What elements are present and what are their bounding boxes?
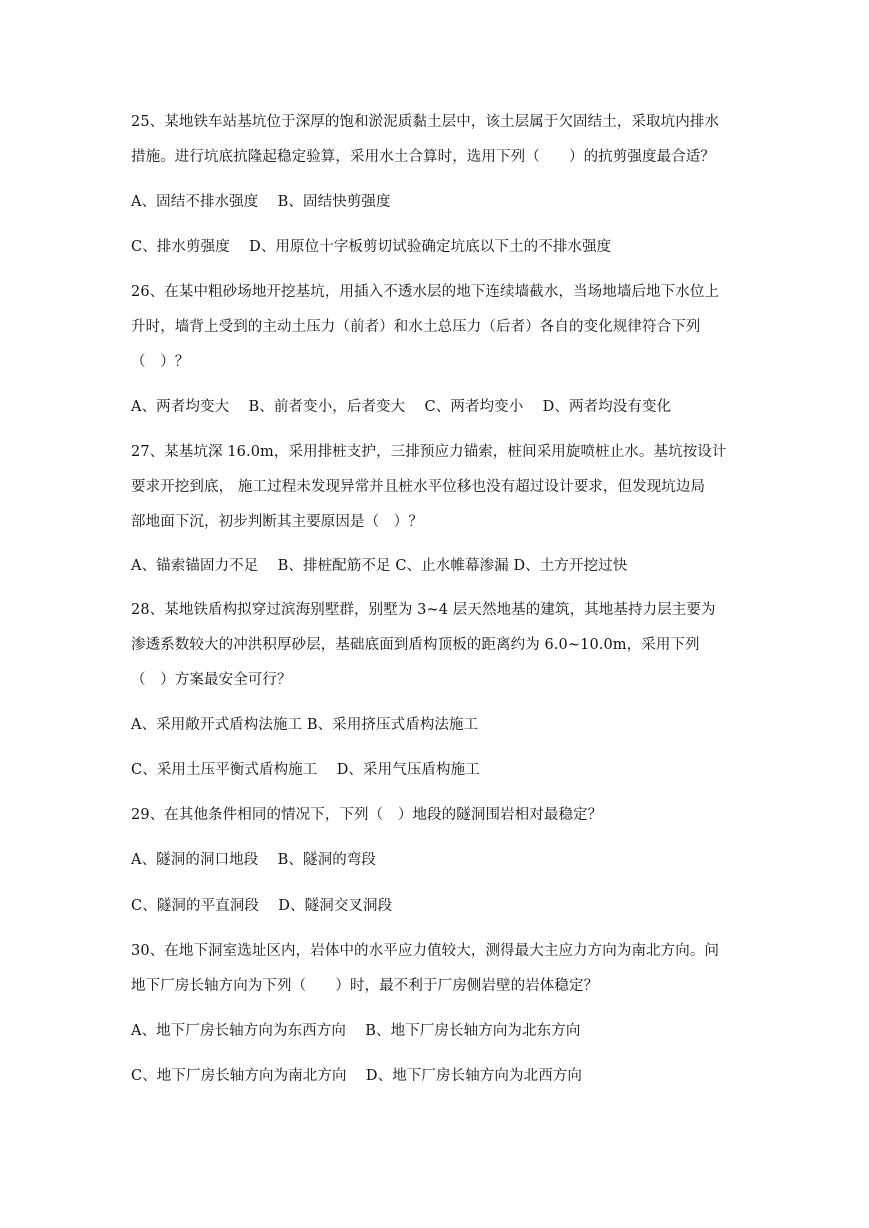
question-30-options-line-1: A、地下厂房长轴方向为东西方向 B、地下厂房长轴方向为北东方向 bbox=[131, 1023, 581, 1039]
question-30-options-line-2: C、地下厂房长轴方向为南北方向 D、地下厂房长轴方向为北西方向 bbox=[131, 1068, 583, 1084]
question-28-stem-line-1: 28、某地铁盾构拟穿过滨海别墅群，别墅为 3~4 层天然地基的建筑，其地基持力层主要为 bbox=[131, 602, 716, 618]
question-27-options-line-1: A、锚索锚固力不足 B、排桩配筋不足 C、止水帷幕渗漏 D、土方开挖过快 bbox=[131, 558, 628, 574]
question-27-stem-line-3: 部地面下沉，初步判断其主要原因是（ ）？ bbox=[131, 514, 423, 530]
question-28-stem-line-3: （ ）方案最安全可行？ bbox=[131, 672, 292, 688]
question-25-options-line-2: C、排水剪强度 D、用原位十字板剪切试验确定坑底以下土的不排水强度 bbox=[131, 239, 612, 255]
question-26-stem-line-2: 升时，墙背上受到的主动土压力（前者）和水土总压力（后者）各自的变化规律符合下列 bbox=[131, 319, 701, 335]
question-29-options-line-1: A、隧洞的洞口地段 B、隧洞的弯段 bbox=[131, 852, 377, 868]
question-26-stem-line-3: （ ）？ bbox=[131, 354, 190, 370]
question-28-options-line-1: A、采用敞开式盾构法施工 B、采用挤压式盾构法施工 bbox=[131, 717, 479, 733]
question-28-stem-line-2: 渗透系数较大的冲洪积厚砂层，基础底面到盾构顶板的距离约为 6.0~10.0m，采用下列 bbox=[131, 637, 700, 653]
question-28-options-line-2: C、采用土压平衡式盾构施工 D、采用气压盾构施工 bbox=[131, 762, 480, 778]
question-26-options-line-1: A、两者均变大 B、前者变小，后者变大 C、两者均变小 D、两者均没有变化 bbox=[131, 399, 672, 415]
question-30-stem-line-1: 30、在地下洞室选址区内，岩体中的水平应力值较大，测得最大主应力方向为南北方向。问 bbox=[131, 943, 720, 959]
question-26-stem-line-1: 26、在某中粗砂场地开挖基坑，用插入不透水层的地下连续墙截水，当场地墙后地下水位上 bbox=[131, 284, 720, 300]
question-29-options-line-2: C、隧洞的平直洞段 D、隧洞交叉洞段 bbox=[131, 898, 393, 914]
question-25-options-line-1: A、固结不排水强度 B、固结快剪强度 bbox=[131, 194, 391, 210]
question-30-stem-line-2: 地下厂房长轴方向为下列（ ）时，最不利于厂房侧岩壁的岩体稳定？ bbox=[131, 978, 599, 994]
question-29-stem-line-1: 29、在其他条件相同的情况下，下列（ ）地段的隧洞围岩相对最稳定？ bbox=[131, 807, 603, 823]
question-27-stem-line-1: 27、某基坑深 16.0m，采用排桩支护，三排预应力锚索，桩间采用旋喷桩止水。基坑按设计 bbox=[131, 444, 727, 460]
question-25-stem-line-2: 措施。进行坑底抗隆起稳定验算，采用水土合算时，选用下列（ ）的抗剪强度最合适？ bbox=[131, 149, 715, 165]
question-25-stem-line-1: 25、某地铁车站基坑位于深厚的饱和淤泥质黏土层中，该土层属于欠固结土，采取坑内排水 bbox=[131, 114, 720, 130]
question-27-stem-line-2: 要求开挖到底， 施工过程未发现异常并且桩水平位移也没有超过设计要求，但发现坑边局 bbox=[131, 479, 706, 495]
